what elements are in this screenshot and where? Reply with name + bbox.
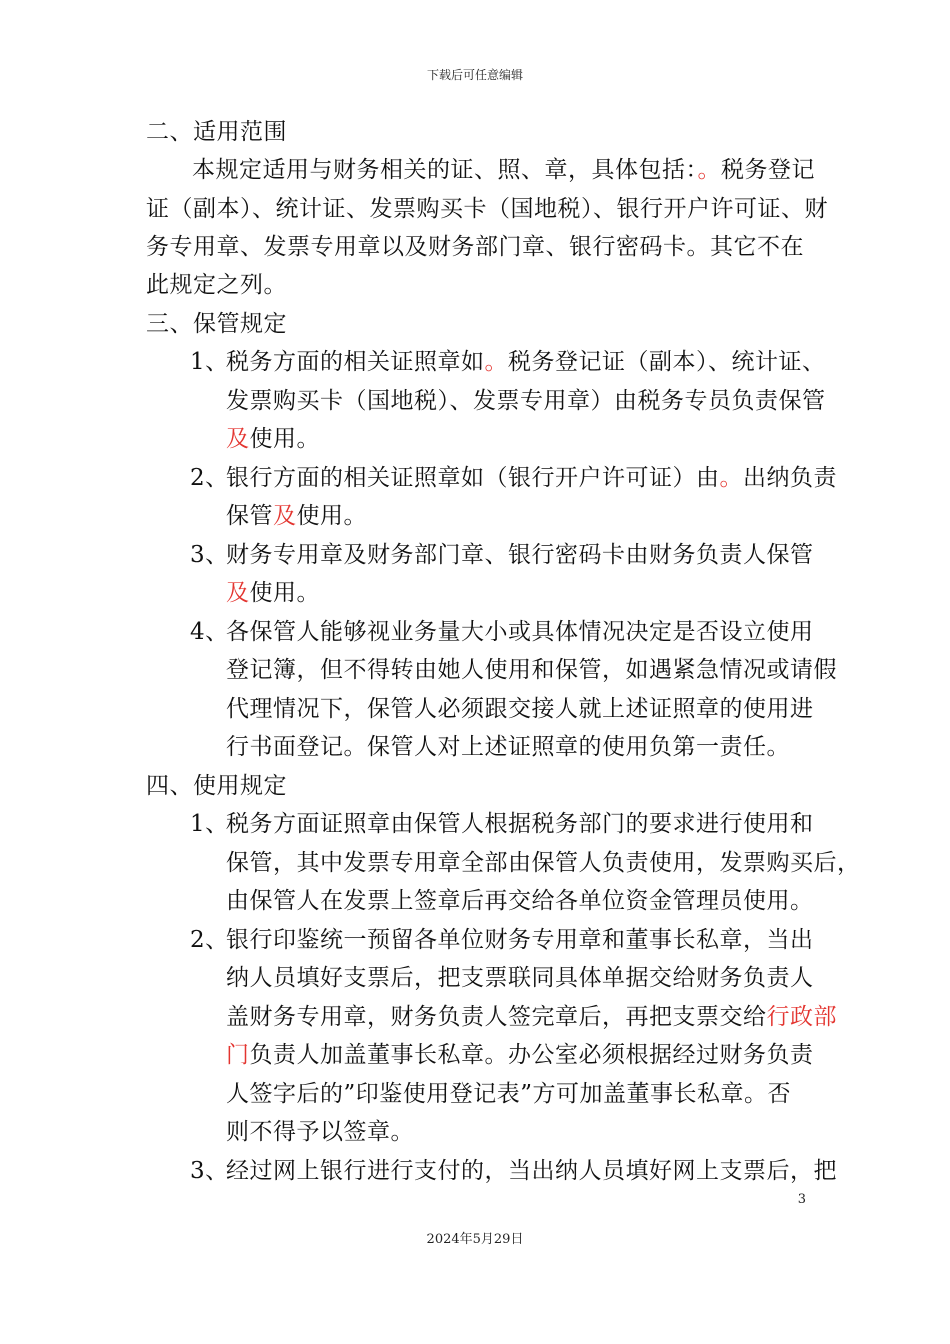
list-item-line: 税务方面证照章由保管人根据税务部门的要求进行使用和	[226, 811, 814, 837]
list-item-line: 及使用。	[226, 426, 320, 452]
list-item-line: 及使用。	[226, 580, 320, 606]
list-item-line: 税务方面的相关证照章如。税务登记证（副本）、统计证、	[226, 349, 826, 375]
list-item-number: 3、	[190, 542, 229, 568]
paragraph-line: 本规定适用与财务相关的证、照、章，具体包括：。税务登记	[192, 157, 815, 183]
list-item-number: 4、	[190, 619, 229, 645]
list-item-line: 各保管人能够视业务量大小或具体情况决定是否设立使用	[226, 619, 814, 645]
list-item-number: 2、	[190, 465, 229, 491]
list-item-line: 登记簿，但不得转由她人使用和保管，如遇紧急情况或请假	[226, 657, 837, 683]
list-item-line: 行书面登记。保管人对上述证照章的使用负第一责任。	[226, 734, 790, 760]
list-item-number: 3、	[190, 1158, 229, 1184]
page-number: 3	[797, 1192, 806, 1207]
list-item-line: 银行方面的相关证照章如（银行开户许可证）由。出纳负责	[226, 465, 837, 491]
list-item-line: 经过网上银行进行支付的，当出纳人员填好网上支票后，把	[226, 1158, 837, 1184]
list-item-number: 1、	[190, 349, 229, 375]
list-item-line: 则不得予以签章。	[226, 1119, 414, 1145]
list-item-number: 1、	[190, 811, 229, 837]
paragraph-line: 务专用章、发票专用章以及财务部门章、银行密码卡。其它不在	[146, 234, 804, 260]
paragraph-line: 证（副本）、统计证、发票购买卡（国地税）、银行开户许可证、财	[146, 196, 828, 222]
list-item-line: 盖财务专用章，财务负责人签完章后，再把支票交给行政部	[226, 1004, 837, 1030]
list-item-line: 银行印鉴统一预留各单位财务专用章和董事长私章，当出	[226, 927, 814, 953]
list-item-line: 发票购买卡（国地税）、发票专用章）由税务专员负责保管	[226, 388, 826, 414]
list-item-number: 2、	[190, 927, 229, 953]
list-item-line: 门负责人加盖董事长私章。办公室必须根据经过财务负责	[226, 1042, 814, 1068]
section-heading: 四、使用规定	[146, 773, 287, 799]
list-item-line: 由保管人在发票上签章后再交给各单位资金管理员使用。	[226, 888, 814, 914]
list-item-line: 保管，其中发票专用章全部由保管人负责使用，发票购买后，	[226, 850, 861, 876]
list-item-line: 保管及使用。	[226, 503, 367, 529]
section-heading: 二、适用范围	[146, 119, 287, 145]
page-header: 下载后可任意编辑	[426, 68, 523, 82]
list-item-line: 代理情况下，保管人必须跟交接人就上述证照章的使用进	[226, 696, 814, 722]
page-footer-date: 2024年5月29日	[426, 1232, 524, 1247]
section-heading: 三、保管规定	[146, 311, 287, 337]
list-item-line: 人签字后的”印鉴使用登记表”方可加盖董事长私章。否	[226, 1081, 792, 1107]
list-item-line: 纳人员填好支票后，把支票联同具体单据交给财务负责人	[226, 965, 814, 991]
paragraph-line: 此规定之列。	[146, 272, 287, 298]
list-item-line: 财务专用章及财务部门章、银行密码卡由财务负责人保管	[226, 542, 814, 568]
